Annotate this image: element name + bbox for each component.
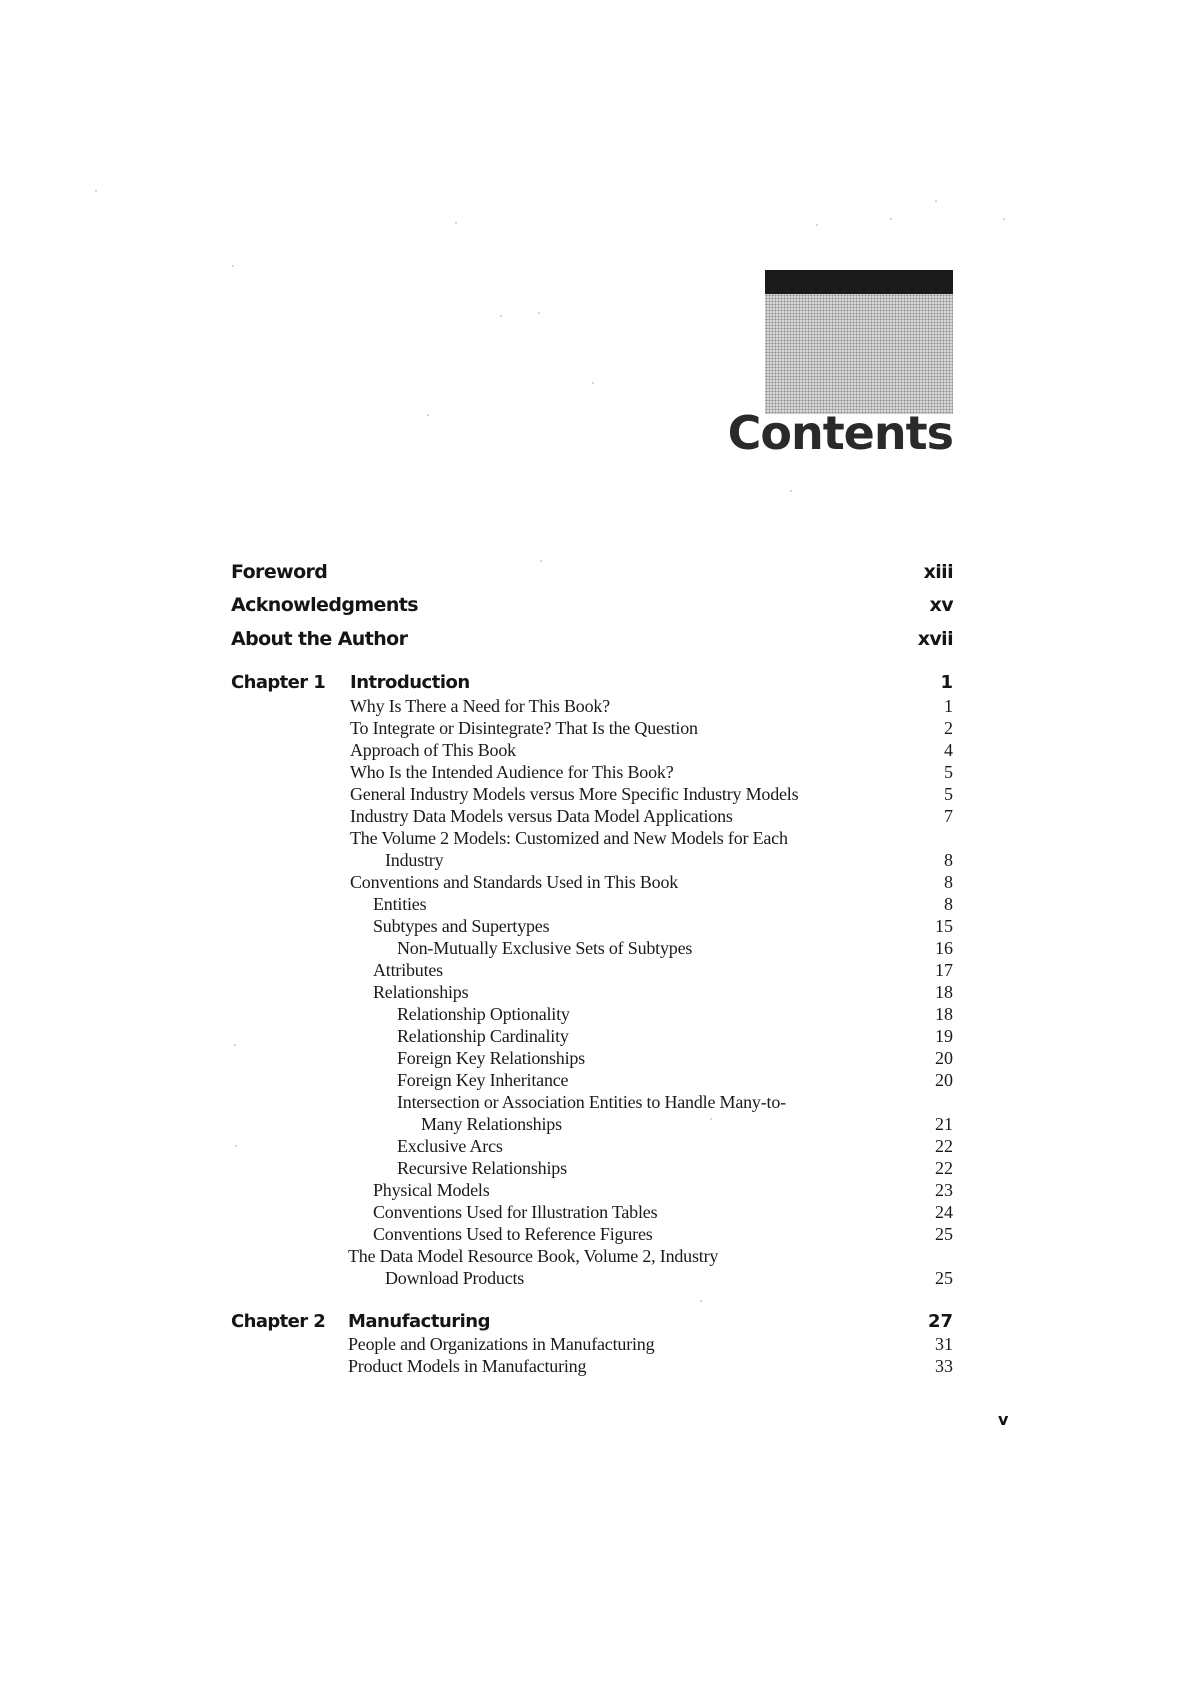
toc-entry-text: Relationship Cardinality [397,1026,569,1046]
toc-entry-page: 18 [935,982,953,1002]
toc-entry-page: 5 [944,784,953,804]
toc-entry-text: Attributes [373,960,443,980]
toc-entry-page: 8 [944,894,953,914]
chapter-title: Introduction [350,672,470,693]
header-halftone-block [765,294,953,414]
toc-entry-text: The Volume 2 Models: Customized and New Models for Each [350,828,788,848]
toc-entry-text: Relationship Optionality [397,1004,570,1024]
toc-front-page: xvii [917,628,953,650]
toc-entry-text: Conventions Used for Illustration Tables [373,1202,658,1222]
toc-entry-text: Foreign Key Relationships [397,1048,585,1068]
toc-entry-text: Conventions and Standards Used in This Book [350,872,679,892]
toc-entry-page: 5 [944,762,953,782]
toc-entry-page: 22 [935,1136,953,1156]
toc-entry-text: Many Relationships [421,1114,562,1134]
toc-entry-page: 4 [944,740,953,760]
chapter-label: Chapter 2 [231,1311,326,1332]
chapter-title: Manufacturing [348,1311,490,1332]
chapter-page: 1 [940,672,953,693]
toc-entry-text: Non-Mutually Exclusive Sets of Subtypes [397,938,693,958]
toc-entry-page: 17 [935,960,953,980]
toc-entry-page: 20 [935,1048,953,1068]
toc-entry-page: 7 [944,806,953,826]
toc-entry-page: 19 [935,1026,953,1046]
toc-entry-page: 18 [935,1004,953,1024]
toc-entry-text: Exclusive Arcs [397,1136,503,1156]
toc-entry-text: Industry Data Models versus Data Model Applications [350,806,733,826]
toc-entry-text: Relationships [373,982,469,1002]
page-number: v [998,1410,1009,1429]
toc-entry-text: To Integrate or Disintegrate? That Is the Question [350,718,698,738]
toc-front-label: About the Author [231,628,408,650]
page-title: Contents [727,406,953,460]
toc-entry-text: Conventions Used to Reference Figures [373,1224,653,1244]
toc-entry-page: 23 [935,1180,953,1200]
toc-entry-page: 2 [944,718,953,738]
toc-entry-page: 8 [944,872,953,892]
toc-front-page: xv [929,594,953,616]
toc-entry-text: Recursive Relationships [397,1158,567,1178]
toc-entry-text: The Data Model Resource Book, Volume 2, Industry [348,1246,719,1266]
toc-entry-text: Intersection or Association Entities to Handle Many-to- [397,1092,786,1112]
toc-entry-text: Who Is the Intended Audience for This Book? [350,762,674,782]
toc-entry-text: Why Is There a Need for This Book? [350,696,610,716]
toc-entry-text: Foreign Key Inheritance [397,1070,569,1090]
toc-entry-page: 24 [935,1202,953,1222]
toc-entry-page: 22 [935,1158,953,1178]
toc-entry-page: 1 [944,696,953,716]
toc-entry-page: 33 [935,1356,953,1376]
toc-entry-text: Physical Models [373,1180,490,1200]
toc-entry-text: Download Products [385,1268,525,1288]
toc-entry-page: 25 [935,1224,953,1244]
chapter-label: Chapter 1 [231,672,326,693]
toc-entry-page: 15 [935,916,953,936]
toc-front-label: Acknowledgments [231,594,418,616]
toc-entry-text: Product Models in Manufacturing [348,1356,587,1376]
toc-entry-page: 25 [935,1268,953,1288]
toc-entry-text: General Industry Models versus More Specific Industry Models [350,784,799,804]
toc-entry-page: 20 [935,1070,953,1090]
toc-entry-page: 8 [944,850,953,870]
header-black-bar [765,270,953,294]
toc-entry-page: 31 [935,1334,953,1354]
toc-entry-text: Entities [373,894,427,914]
toc-entry-page: 16 [935,938,953,958]
chapter-page: 27 [927,1311,953,1332]
toc-front-label: Foreword [231,561,328,583]
toc-entry-text: Subtypes and Supertypes [373,916,550,936]
toc-entry-page: 21 [935,1114,953,1134]
toc-entry-text: Approach of This Book [350,740,516,760]
toc-entry-text: People and Organizations in Manufacturing [348,1334,655,1354]
toc-front-page: xiii [923,561,953,583]
toc-entry-text: Industry [385,850,444,870]
